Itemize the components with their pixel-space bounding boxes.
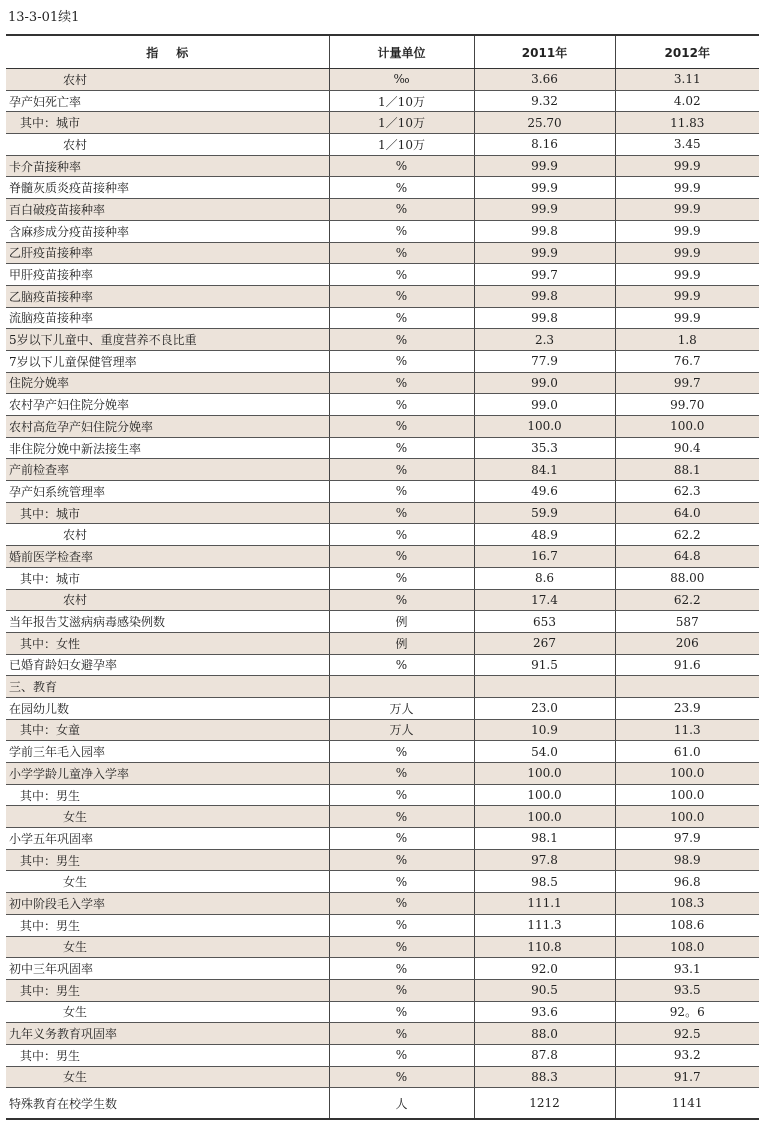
value-2011-cell: 25.70 <box>474 112 615 134</box>
indicator-cell: 小学五年巩固率 <box>6 828 329 850</box>
value-2012-cell: 92.5 <box>615 1023 759 1045</box>
value-2011-cell: 59.9 <box>474 502 615 524</box>
indicator-cell: 农村孕产妇住院分娩率 <box>6 394 329 416</box>
value-2012-cell: 206 <box>615 632 759 654</box>
value-2012-cell: 100.0 <box>615 416 759 438</box>
table-row <box>6 784 759 806</box>
value-2012-cell: 99.9 <box>615 220 759 242</box>
value-2011-cell: 54.0 <box>474 741 615 763</box>
unit-cell: % <box>329 1066 474 1088</box>
value-2012-cell: 97.9 <box>615 828 759 850</box>
unit-cell: % <box>329 1044 474 1066</box>
indicator-cell: 非住院分娩中新法接生率 <box>6 437 329 459</box>
table-row <box>6 372 759 394</box>
value-2011-cell: 98.1 <box>474 828 615 850</box>
indicator-cell: 农村 <box>6 589 329 611</box>
unit-cell: % <box>329 958 474 980</box>
value-2011-cell: 90.5 <box>474 979 615 1001</box>
value-2011-cell <box>474 676 615 698</box>
indicator-cell: 其中：女性 <box>6 632 329 654</box>
value-2011-cell: 93.6 <box>474 1001 615 1023</box>
value-2011-cell: 99.8 <box>474 285 615 307</box>
table-row <box>6 1066 759 1088</box>
value-2011-cell: 99.9 <box>474 177 615 199</box>
unit-cell: % <box>329 155 474 177</box>
indicator-cell: 流脑疫苗接种率 <box>6 307 329 329</box>
table-row <box>6 155 759 177</box>
header-2012: 2012年 <box>615 35 759 69</box>
indicator-cell: 九年义务教育巩固率 <box>6 1023 329 1045</box>
unit-cell: % <box>329 871 474 893</box>
value-2011-cell: 98.5 <box>474 871 615 893</box>
value-2012-cell: 88.00 <box>615 567 759 589</box>
unit-cell: % <box>329 372 474 394</box>
value-2012-cell: 108.3 <box>615 893 759 915</box>
indicator-cell: 农村 <box>6 134 329 156</box>
indicator-cell: 特殊教育在校学生数 <box>6 1088 329 1120</box>
value-2011-cell: 99.0 <box>474 394 615 416</box>
indicator-cell: 农村高危孕产妇住院分娩率 <box>6 416 329 438</box>
table-row <box>6 697 759 719</box>
indicator-cell: 其中：男生 <box>6 1044 329 1066</box>
value-2011-cell: 10.9 <box>474 719 615 741</box>
indicator-cell: 女生 <box>6 1001 329 1023</box>
value-2011-cell: 3.66 <box>474 69 615 91</box>
value-2011-cell: 111.3 <box>474 914 615 936</box>
unit-cell: % <box>329 459 474 481</box>
value-2012-cell: 99.9 <box>615 199 759 221</box>
table-row <box>6 676 759 698</box>
unit-cell: 万人 <box>329 697 474 719</box>
unit-cell: % <box>329 979 474 1001</box>
indicator-cell: 三、教育 <box>6 676 329 698</box>
indicator-cell: 孕产妇死亡率 <box>6 90 329 112</box>
value-2012-cell: 76.7 <box>615 350 759 372</box>
table-row <box>6 871 759 893</box>
value-2012-cell: 62.2 <box>615 589 759 611</box>
value-2012-cell: 62.3 <box>615 481 759 503</box>
indicator-cell: 女生 <box>6 806 329 828</box>
unit-cell: 1／10万 <box>329 112 474 134</box>
value-2011-cell: 8.6 <box>474 567 615 589</box>
value-2011-cell: 1212 <box>474 1088 615 1120</box>
table-row <box>6 264 759 286</box>
unit-cell: % <box>329 654 474 676</box>
indicator-cell: 住院分娩率 <box>6 372 329 394</box>
indicator-cell: 其中：男生 <box>6 914 329 936</box>
value-2011-cell: 99.9 <box>474 242 615 264</box>
table-row <box>6 134 759 156</box>
table-row <box>6 524 759 546</box>
indicator-cell: 初中阶段毛入学率 <box>6 893 329 915</box>
unit-cell: % <box>329 1001 474 1023</box>
value-2011-cell: 99.8 <box>474 307 615 329</box>
value-2011-cell: 100.0 <box>474 416 615 438</box>
table-row <box>6 914 759 936</box>
unit-cell: 例 <box>329 611 474 633</box>
indicator-cell: 其中：男生 <box>6 849 329 871</box>
indicator-cell: 乙脑疫苗接种率 <box>6 285 329 307</box>
value-2011-cell: 111.1 <box>474 893 615 915</box>
table-row <box>6 394 759 416</box>
indicator-cell: 百白破疫苗接种率 <box>6 199 329 221</box>
indicator-cell: 卡介苗接种率 <box>6 155 329 177</box>
value-2012-cell: 99.9 <box>615 264 759 286</box>
unit-cell: 万人 <box>329 719 474 741</box>
indicator-cell: 在园幼儿数 <box>6 697 329 719</box>
unit-cell: % <box>329 350 474 372</box>
table-row <box>6 1001 759 1023</box>
table-row <box>6 112 759 134</box>
indicator-cell: 其中：城市 <box>6 112 329 134</box>
value-2012-cell: 61.0 <box>615 741 759 763</box>
table-row <box>6 893 759 915</box>
unit-cell: % <box>329 828 474 850</box>
value-2011-cell: 92.0 <box>474 958 615 980</box>
value-2011-cell: 88.0 <box>474 1023 615 1045</box>
table-row <box>6 589 759 611</box>
value-2011-cell: 91.5 <box>474 654 615 676</box>
statistics-table <box>6 34 759 1120</box>
value-2012-cell: 98.9 <box>615 849 759 871</box>
unit-cell: % <box>329 481 474 503</box>
value-2011-cell: 100.0 <box>474 806 615 828</box>
value-2012-cell: 99.9 <box>615 307 759 329</box>
table-row <box>6 1088 759 1120</box>
unit-cell: % <box>329 437 474 459</box>
unit-cell: % <box>329 567 474 589</box>
table-row <box>6 546 759 568</box>
value-2011-cell: 267 <box>474 632 615 654</box>
value-2011-cell: 99.8 <box>474 220 615 242</box>
value-2012-cell: 64.0 <box>615 502 759 524</box>
table-row <box>6 481 759 503</box>
unit-cell: % <box>329 936 474 958</box>
header-row <box>6 35 759 69</box>
value-2012-cell <box>615 676 759 698</box>
unit-cell: % <box>329 914 474 936</box>
indicator-cell: 农村 <box>6 69 329 91</box>
unit-cell: % <box>329 524 474 546</box>
value-2011-cell: 100.0 <box>474 763 615 785</box>
table-row <box>6 1023 759 1045</box>
indicator-cell: 脊髓灰质炎疫苗接种率 <box>6 177 329 199</box>
table-row <box>6 763 759 785</box>
table-row <box>6 177 759 199</box>
value-2012-cell: 91.7 <box>615 1066 759 1088</box>
unit-cell: ‰ <box>329 69 474 91</box>
unit-cell: % <box>329 1023 474 1045</box>
table-row <box>6 242 759 264</box>
value-2011-cell: 17.4 <box>474 589 615 611</box>
value-2012-cell: 92。6 <box>615 1001 759 1023</box>
indicator-cell: 其中：女童 <box>6 719 329 741</box>
indicator-cell: 甲肝疫苗接种率 <box>6 264 329 286</box>
value-2012-cell: 23.9 <box>615 697 759 719</box>
value-2012-cell: 99.7 <box>615 372 759 394</box>
table-row <box>6 611 759 633</box>
value-2012-cell: 11.3 <box>615 719 759 741</box>
unit-cell: 例 <box>329 632 474 654</box>
table-code: 13-3-01续1 <box>8 10 80 25</box>
value-2011-cell: 2.3 <box>474 329 615 351</box>
value-2012-cell: 99.70 <box>615 394 759 416</box>
unit-cell: % <box>329 502 474 524</box>
value-2011-cell: 97.8 <box>474 849 615 871</box>
indicator-cell: 其中：城市 <box>6 502 329 524</box>
unit-cell: 1／10万 <box>329 134 474 156</box>
indicator-cell: 5岁以下儿童中、重度营养不良比重 <box>6 329 329 351</box>
value-2011-cell: 16.7 <box>474 546 615 568</box>
unit-cell: % <box>329 242 474 264</box>
table-row <box>6 849 759 871</box>
unit-cell: % <box>329 394 474 416</box>
unit-cell: % <box>329 329 474 351</box>
indicator-cell: 7岁以下儿童保健管理率 <box>6 350 329 372</box>
value-2012-cell: 99.9 <box>615 177 759 199</box>
table-row <box>6 285 759 307</box>
table-row <box>6 502 759 524</box>
unit-cell: % <box>329 416 474 438</box>
table-row <box>6 69 759 91</box>
value-2011-cell: 99.9 <box>474 199 615 221</box>
indicator-cell: 女生 <box>6 871 329 893</box>
unit-cell: % <box>329 307 474 329</box>
table-row <box>6 936 759 958</box>
indicator-cell: 当年报告艾滋病病毒感染例数 <box>6 611 329 633</box>
unit-cell: % <box>329 741 474 763</box>
unit-cell: % <box>329 763 474 785</box>
value-2012-cell: 90.4 <box>615 437 759 459</box>
value-2012-cell: 64.8 <box>615 546 759 568</box>
table-row <box>6 806 759 828</box>
indicator-cell: 含麻疹成分疫苗接种率 <box>6 220 329 242</box>
indicator-cell: 产前检查率 <box>6 459 329 481</box>
value-2011-cell: 110.8 <box>474 936 615 958</box>
indicator-cell: 乙肝疫苗接种率 <box>6 242 329 264</box>
value-2012-cell: 91.6 <box>615 654 759 676</box>
value-2012-cell: 587 <box>615 611 759 633</box>
value-2011-cell: 48.9 <box>474 524 615 546</box>
table-row <box>6 958 759 980</box>
unit-cell <box>329 676 474 698</box>
value-2012-cell: 100.0 <box>615 806 759 828</box>
value-2012-cell: 1.8 <box>615 329 759 351</box>
value-2011-cell: 84.1 <box>474 459 615 481</box>
indicator-cell: 已婚育龄妇女避孕率 <box>6 654 329 676</box>
indicator-cell: 女生 <box>6 1066 329 1088</box>
unit-cell: % <box>329 849 474 871</box>
indicator-cell: 女生 <box>6 936 329 958</box>
unit-cell: % <box>329 177 474 199</box>
table-row <box>6 199 759 221</box>
unit-cell: % <box>329 806 474 828</box>
table-row <box>6 719 759 741</box>
value-2011-cell: 99.0 <box>474 372 615 394</box>
value-2012-cell: 93.5 <box>615 979 759 1001</box>
indicator-cell: 农村 <box>6 524 329 546</box>
value-2012-cell: 11.83 <box>615 112 759 134</box>
table-row <box>6 632 759 654</box>
unit-cell: % <box>329 589 474 611</box>
indicator-cell: 其中：男生 <box>6 784 329 806</box>
table-row <box>6 437 759 459</box>
table-row <box>6 459 759 481</box>
unit-cell: 1／10万 <box>329 90 474 112</box>
header-2011: 2011年 <box>474 35 615 69</box>
header-unit: 计量单位 <box>329 35 474 69</box>
indicator-cell: 孕产妇系统管理率 <box>6 481 329 503</box>
value-2012-cell: 4.02 <box>615 90 759 112</box>
value-2012-cell: 3.45 <box>615 134 759 156</box>
value-2011-cell: 88.3 <box>474 1066 615 1088</box>
table-row <box>6 220 759 242</box>
indicator-cell: 初中三年巩固率 <box>6 958 329 980</box>
indicator-cell: 学前三年毛入园率 <box>6 741 329 763</box>
value-2012-cell: 96.8 <box>615 871 759 893</box>
value-2011-cell: 99.7 <box>474 264 615 286</box>
table-body <box>6 69 759 1120</box>
table-row <box>6 329 759 351</box>
value-2012-cell: 3.11 <box>615 69 759 91</box>
unit-cell: % <box>329 893 474 915</box>
indicator-cell: 小学学龄儿童净入学率 <box>6 763 329 785</box>
indicator-cell: 其中：男生 <box>6 979 329 1001</box>
value-2012-cell: 93.2 <box>615 1044 759 1066</box>
value-2012-cell: 108.0 <box>615 936 759 958</box>
unit-cell: % <box>329 784 474 806</box>
value-2011-cell: 653 <box>474 611 615 633</box>
value-2012-cell: 1141 <box>615 1088 759 1120</box>
table-row <box>6 567 759 589</box>
table-row <box>6 416 759 438</box>
table-row <box>6 1044 759 1066</box>
value-2011-cell: 35.3 <box>474 437 615 459</box>
value-2011-cell: 23.0 <box>474 697 615 719</box>
value-2011-cell: 99.9 <box>474 155 615 177</box>
unit-cell: % <box>329 285 474 307</box>
value-2011-cell: 49.6 <box>474 481 615 503</box>
unit-cell: % <box>329 264 474 286</box>
value-2011-cell: 87.8 <box>474 1044 615 1066</box>
value-2012-cell: 88.1 <box>615 459 759 481</box>
table-row <box>6 828 759 850</box>
value-2011-cell: 77.9 <box>474 350 615 372</box>
table-row <box>6 350 759 372</box>
table-row <box>6 979 759 1001</box>
table-row <box>6 654 759 676</box>
value-2012-cell: 99.9 <box>615 242 759 264</box>
table-row <box>6 307 759 329</box>
value-2012-cell: 100.0 <box>615 784 759 806</box>
unit-cell: % <box>329 546 474 568</box>
value-2011-cell: 9.32 <box>474 90 615 112</box>
unit-cell: % <box>329 220 474 242</box>
table-row <box>6 741 759 763</box>
table-row <box>6 90 759 112</box>
value-2012-cell: 93.1 <box>615 958 759 980</box>
unit-cell: % <box>329 199 474 221</box>
value-2012-cell: 99.9 <box>615 155 759 177</box>
header-indicator: 指标 <box>6 35 329 69</box>
value-2012-cell: 100.0 <box>615 763 759 785</box>
value-2012-cell: 62.2 <box>615 524 759 546</box>
value-2011-cell: 100.0 <box>474 784 615 806</box>
unit-cell: 人 <box>329 1088 474 1120</box>
value-2011-cell: 8.16 <box>474 134 615 156</box>
value-2012-cell: 108.6 <box>615 914 759 936</box>
indicator-cell: 婚前医学检查率 <box>6 546 329 568</box>
indicator-cell: 其中：城市 <box>6 567 329 589</box>
value-2012-cell: 99.9 <box>615 285 759 307</box>
